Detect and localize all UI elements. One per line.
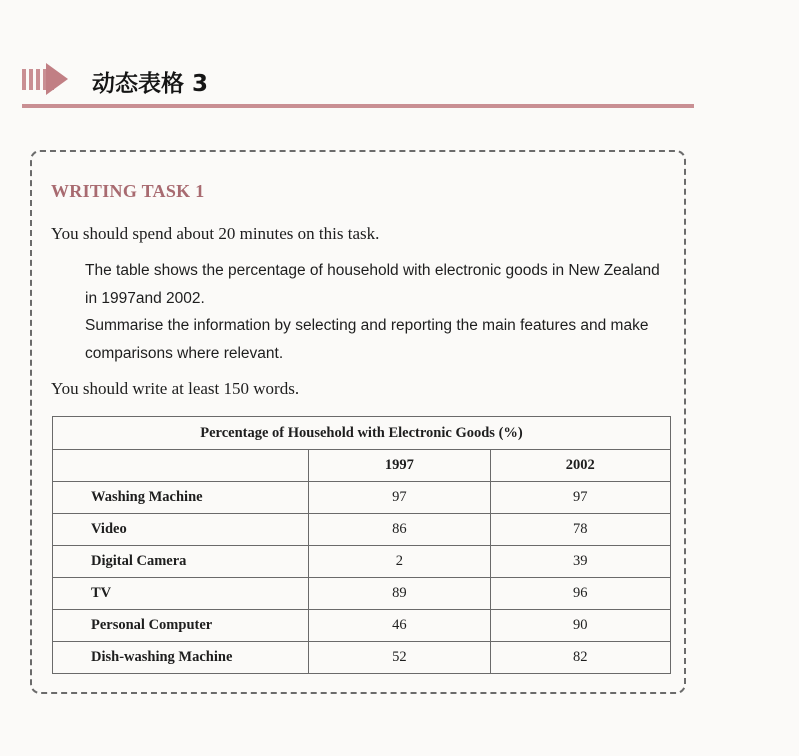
cell-2002: 90	[490, 610, 670, 642]
cell-1997: 86	[309, 514, 490, 546]
data-table	[52, 416, 671, 674]
row-label: Washing Machine	[53, 482, 309, 514]
page-title: 动态表格 3	[92, 71, 209, 97]
row-label: Dish-washing Machine	[53, 642, 309, 674]
row-label: Personal Computer	[53, 610, 309, 642]
time-instruction: You should spend about 20 minutes on this task.	[51, 224, 380, 243]
row-label: TV	[53, 578, 309, 610]
task-instruction: Summarise the information by selecting and reporting the main features and make comparisons where relevant.	[85, 317, 649, 362]
cell-2002: 39	[490, 546, 670, 578]
data-table-container	[52, 416, 671, 665]
task-description: The table shows the percentage of household with electronic goods in New Zealand in 1997and 2002.	[85, 262, 660, 307]
row-label: Digital Camera	[53, 546, 309, 578]
table-row	[53, 482, 671, 514]
cell-1997: 97	[309, 482, 490, 514]
table-row	[53, 546, 671, 578]
cell-1997: 46	[309, 610, 490, 642]
header-divider	[22, 104, 694, 108]
cell-2002: 82	[490, 642, 670, 674]
row-label: Video	[53, 514, 309, 546]
table-row	[53, 642, 671, 674]
column-header-item	[53, 450, 309, 482]
word-count-instruction: You should write at least 150 words.	[51, 379, 300, 398]
column-header-1997: 1997	[309, 450, 490, 482]
cell-2002: 97	[490, 482, 670, 514]
cell-1997: 2	[309, 546, 490, 578]
arrow-right-icon	[46, 63, 68, 95]
table-title: Percentage of Household with Electronic Goods (%)	[53, 417, 671, 450]
task-heading: WRITING TASK 1	[51, 181, 205, 201]
table-row	[53, 578, 671, 610]
table-row	[53, 514, 671, 546]
cell-2002: 78	[490, 514, 670, 546]
column-header-2002: 2002	[490, 450, 670, 482]
cell-1997: 89	[309, 578, 490, 610]
cell-1997: 52	[309, 642, 490, 674]
table-row	[53, 610, 671, 642]
cell-2002: 96	[490, 578, 670, 610]
